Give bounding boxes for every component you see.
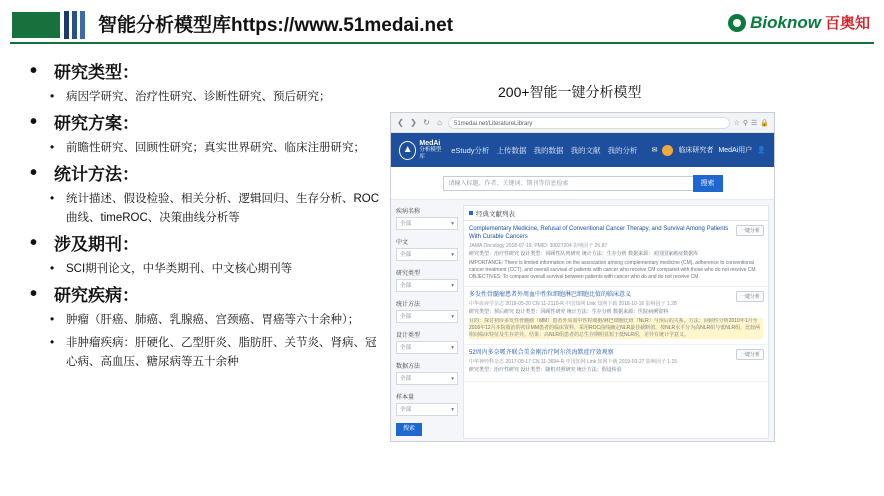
facet-select[interactable] <box>396 310 458 323</box>
facet-group <box>396 392 458 416</box>
search-input[interactable]: 请输入标题、作者、关键词、期刊等信息检索 <box>443 176 693 191</box>
mail-icon[interactable]: ✉ <box>651 147 658 154</box>
avatar[interactable] <box>662 145 673 156</box>
facet-value: 全部 <box>400 375 412 382</box>
header-bars-icon <box>64 11 90 39</box>
chevron-down-icon: ▾ <box>451 375 454 382</box>
result-tags: 研究类型：治疗性研究 设计类型：回顾性队列研究 统计方法：生存分析 数据来源：美国国家癌症数据库 <box>469 251 699 257</box>
facet-title: 样本量 <box>396 395 415 401</box>
chevron-down-icon: ▾ <box>451 406 454 413</box>
section-body-extra: • 非肿瘤疾病：肝硬化、乙型肝炎、脂肪肝、关节炎、肾病、冠心病、高血压、糖尿病等五十余种 <box>18 334 386 372</box>
result-tags: 研究类型：预后研究 设计类型：回顾性研究 统计方法：生存分析 数据来源：医院病例资料 <box>469 309 669 315</box>
section-body: • SCI期刊论文，中华类期刊、中文核心期刊等 <box>18 260 386 279</box>
facet-title: 疾病名称 <box>396 209 421 215</box>
facet-select[interactable] <box>396 403 458 416</box>
section-heading: • 研究类型： <box>18 60 386 86</box>
search-button[interactable]: 搜索 <box>693 175 723 192</box>
browser-chrome <box>391 113 774 133</box>
facet-select[interactable] <box>396 217 458 230</box>
nav-item-estudy[interactable]: eStudy分析 <box>451 145 490 155</box>
facet-value: 全部 <box>400 282 412 289</box>
facet-panel <box>391 200 463 442</box>
site-logo-icon: ▲ <box>399 141 416 160</box>
user-role-label: 临床研究者 <box>678 147 714 154</box>
logo-mark-icon <box>728 14 746 32</box>
analyze-button[interactable]: 一键分析 <box>736 225 764 236</box>
facet-select[interactable] <box>396 248 458 261</box>
result-title[interactable]: Complementary Medicine, Refusal of Conventional Cancer Therapy, and Survival Among Patients With Curable Cancers <box>469 226 729 240</box>
results-header-label: 经典文献列表 <box>476 210 515 218</box>
left-content <box>18 60 386 376</box>
result-tags: 研究类型：治疗性研究 设计类型：随机对照研究 统计方法：假设检验 <box>469 367 622 373</box>
facet-title: 研究类型 <box>396 271 421 277</box>
browser-body <box>391 200 774 442</box>
header-divider <box>10 42 874 44</box>
site-navbar <box>391 133 774 167</box>
section-heading: • 研究方案： <box>18 111 386 137</box>
section-marker-icon <box>469 211 473 215</box>
section-body: • 统计描述、假设检验、相关分析、逻辑回归、生存分析、ROC曲线、timeROC、决策曲线分析等 <box>18 190 386 228</box>
star-icon[interactable]: ☆ <box>733 119 740 127</box>
chevron-down-icon: ▾ <box>451 220 454 227</box>
facet-select[interactable] <box>396 372 458 385</box>
facet-search-button[interactable]: 搜索 <box>396 423 422 436</box>
facet-group <box>396 268 458 292</box>
section-body: • 肿瘤（肝癌、肺癌、乳腺癌、宫颈癌、胃癌等六十余种）； <box>18 311 386 330</box>
results-header <box>464 206 768 221</box>
nav-item-myanalysis[interactable]: 我的分析 <box>607 145 638 155</box>
facet-title: 中文 <box>396 240 409 246</box>
result-title[interactable]: 52周内多奈哌齐联合美金刚治疗阿尔茨海默症疗效观察 <box>469 350 614 356</box>
facet-group <box>396 237 458 261</box>
analyze-button[interactable]: 一键分析 <box>736 291 764 302</box>
facet-group <box>396 299 458 323</box>
facet-title: 数据方法 <box>396 364 421 370</box>
result-meta: JAMA Oncology 2018-07-19, PMID: 30027204 影响因子 26.87 <box>469 243 608 249</box>
account-label[interactable]: MedAi用户 <box>718 147 753 154</box>
nav-item-mydata[interactable]: 我的数据 <box>533 145 564 155</box>
chevron-right-icon[interactable]: ❯ <box>410 118 417 127</box>
facet-value: 全部 <box>400 251 412 258</box>
browser-screenshot <box>390 112 775 442</box>
facet-value: 全部 <box>400 344 412 351</box>
chevron-down-icon: ▾ <box>451 344 454 351</box>
chevron-down-icon: ▾ <box>451 313 454 320</box>
section-body: • 病因学研究、治疗性研究、诊断性研究、预后研究； <box>18 88 386 107</box>
facet-title: 统计方法 <box>396 302 421 308</box>
result-abstract: 目的：探讨初诊多发性骨髓瘤（MM）患者外周血中性粒细胞/淋巴细胞比值（NLR）与预后的关系。方法：回顾性分析2010年1月至2016年12月本院收治的初诊MM患者的临床资料，采用ROC曲线确定NLR最佳截断值，按NLR水平分为高NLR组与低NLR组，比较两组间临床特征及生存差异。结果：高NLR组患者的总生存期明显短于低NLR组，差异有统计学意义。 <box>469 318 763 339</box>
header-green-block <box>12 12 60 38</box>
result-meta: 中华血液学杂志 2018-05-20 CN 11-2110-R 中国知网 Link 知网下载 2018-10-16 影响因子 1.28 <box>469 301 677 307</box>
facet-group <box>396 206 458 230</box>
browser-chrome-actions <box>734 119 769 127</box>
list-item[interactable] <box>464 345 768 382</box>
search-row <box>391 167 774 200</box>
nav-item-upload[interactable]: 上传数据 <box>496 145 527 155</box>
bioknow-logo <box>728 12 870 33</box>
page-title: 智能分析模型库https://www.51medai.net <box>98 15 454 36</box>
facet-group <box>396 330 458 354</box>
facet-title: 设计类型 <box>396 333 421 339</box>
site-logo-name: MedAi <box>419 139 441 147</box>
facet-select[interactable] <box>396 341 458 354</box>
facet-select[interactable] <box>396 279 458 292</box>
chevron-down-icon: ▾ <box>451 282 454 289</box>
site-logo-text <box>419 140 444 161</box>
facet-group <box>396 361 458 385</box>
search-icon[interactable]: ⚲ <box>742 119 748 127</box>
list-item[interactable] <box>464 287 768 345</box>
nav-item-myliterature[interactable]: 我的文献 <box>570 145 601 155</box>
chevron-down-icon: ▾ <box>451 251 454 258</box>
refresh-icon[interactable]: ↻ <box>423 118 430 127</box>
facet-value: 全部 <box>400 220 412 227</box>
chevron-left-icon[interactable]: ❮ <box>397 118 404 127</box>
facet-value: 全部 <box>400 313 412 320</box>
menu-icon[interactable]: ☰ <box>751 119 758 127</box>
user-icon[interactable]: 👤 <box>757 147 766 154</box>
list-item[interactable] <box>464 221 768 287</box>
result-title[interactable]: 多发性骨髓瘤患者外周血中性粒细胞淋巴细胞比值的临床意义 <box>469 292 632 298</box>
site-logo-sub: 分析模型库 <box>419 146 442 160</box>
facet-value: 全部 <box>400 406 412 413</box>
results-panel <box>463 205 769 439</box>
logo-cn-text: 百奥知 <box>824 15 870 32</box>
section-heading: • 涉及期刊： <box>18 232 386 258</box>
logo-en-text: Bioknow <box>750 12 821 32</box>
right-caption: 200+智能一键分析模型 <box>498 84 642 100</box>
section-heading: • 研究疾病： <box>18 283 386 309</box>
section-body: • 前瞻性研究、回顾性研究；真实世界研究、临床注册研究； <box>18 139 386 158</box>
result-meta: 中华神经科杂志 2017-08-17 CN 11-3694-R 中国知网 Link 知网下载 2019-03-27 影响因子 1.15 <box>469 359 678 365</box>
site-nav-right <box>652 145 766 156</box>
slide-header <box>0 0 884 52</box>
site-logo[interactable] <box>399 140 444 161</box>
analyze-button[interactable]: 一键分析 <box>736 349 764 360</box>
address-bar[interactable]: 51medai.net/LiteratureLibrary <box>448 117 730 129</box>
home-icon[interactable]: ⌂ <box>437 118 442 127</box>
section-heading: • 统计方法： <box>18 162 386 188</box>
result-abstract: IMPORTANCE: There is limited information on the association among complementary medicine (CM), adherence to conventional cancer treatment (CCT), and overall survival of patients with cancer who receive CM compared with those who do not receive CM. OBJECTIVES: To compare overall survival between patients with cancer who do and do not receive CM. <box>469 260 757 280</box>
lock-icon[interactable]: 🔒 <box>760 119 769 127</box>
